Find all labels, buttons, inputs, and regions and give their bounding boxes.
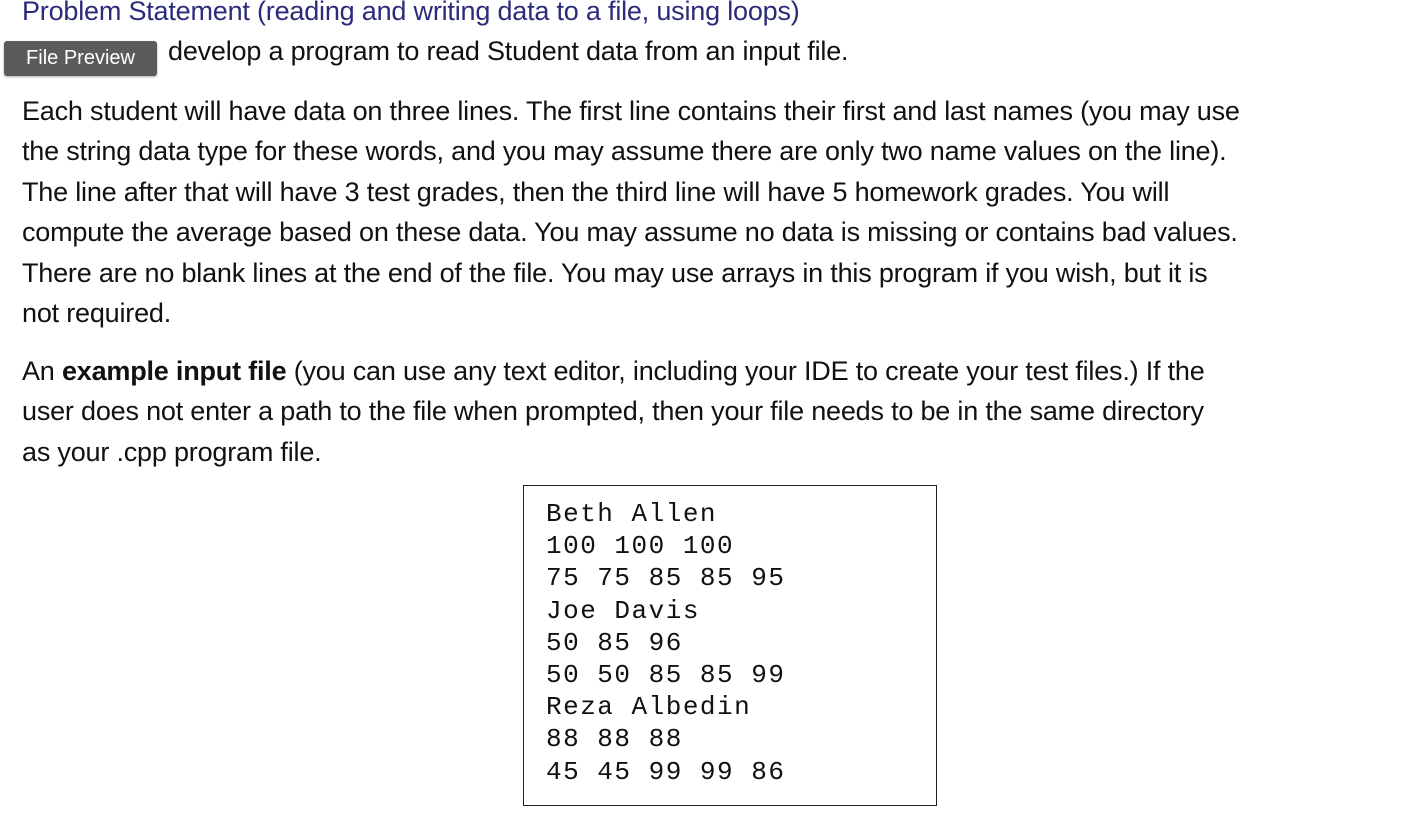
paragraph-line-rest: (you can use any text editor, including your IDE to create your test files.) If the [286, 356, 1205, 386]
paragraph-line: There are no blank lines at the end of the file. You may use arrays in this program if you wish, but it is [22, 257, 1208, 288]
file-line: Joe Davis [546, 595, 700, 626]
file-line: 50 85 96 [546, 627, 683, 658]
paragraph-example-file [22, 351, 1408, 472]
intro-line: develop a program to read Student data from an input file. [168, 36, 849, 66]
paragraph-prefix: An [22, 356, 62, 386]
example-input-file-box [523, 485, 937, 806]
bold-phrase: example input file [61, 356, 287, 386]
example-file-content [546, 498, 785, 788]
paragraph-line: the string data type for these words, and you may assume there are only two name values on the line). [22, 136, 1227, 167]
paragraph-student-data [22, 91, 1408, 333]
file-line: 88 88 88 [546, 724, 683, 755]
file-line: Beth Allen [546, 499, 718, 529]
paragraph-line: not required. [22, 298, 171, 329]
paragraph-line: compute the average based on these data. You may assume no data is missing or contains bad values. [22, 217, 1238, 248]
file-line: 45 45 99 99 86 [546, 756, 786, 787]
paragraph-line: Each student will have data on three lines. The first line contains their first and last names (you may use [22, 96, 1240, 126]
file-preview-tooltip[interactable]: File Preview [4, 41, 157, 76]
paragraph-line: The line after that will have 3 test grades, then the third line will have 5 homework grades. You will [22, 176, 1170, 207]
file-line: 50 50 85 85 99 [546, 660, 786, 691]
file-line: Reza Albedin [546, 692, 752, 723]
paragraph-line [22, 351, 1408, 391]
file-line: 100 100 100 [546, 531, 735, 562]
paragraph-line: as your .cpp program file. [22, 436, 322, 467]
page-title: Problem Statement (reading and writing data to a file, using loops) [22, 0, 800, 26]
paragraph-line: user does not enter a path to the file when prompted, then your file needs to be in the same directory [22, 396, 1204, 427]
file-line: 75 75 85 85 95 [546, 563, 786, 594]
